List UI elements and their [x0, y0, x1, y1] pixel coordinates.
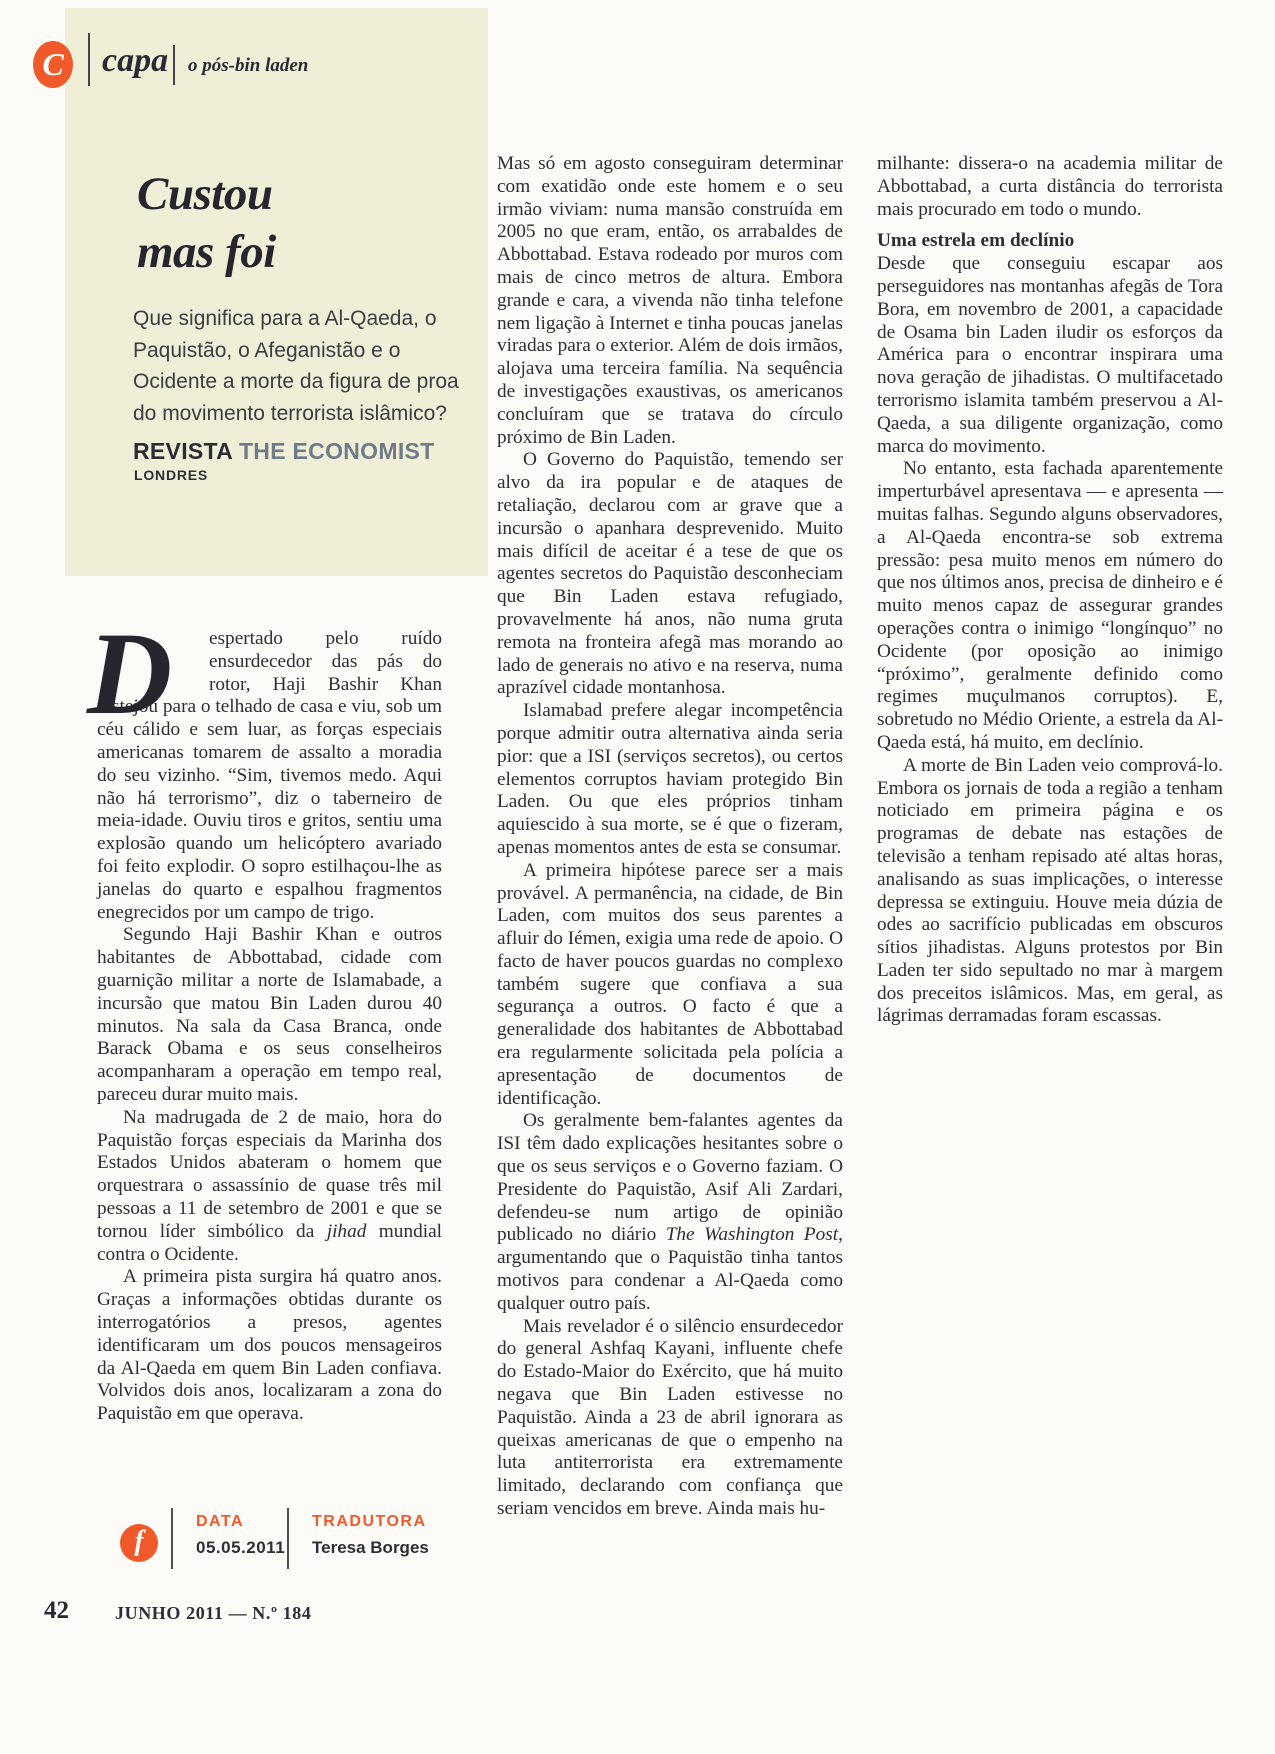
paragraph: O Governo do Paquistão, temendo ser alvo da ira popular e de ataques de retaliação, declarou com ar grave que a incursão o apanhara desprevenido. Muito mais difícil de aceitar é a tese de que os agentes secretos do Paquistão desconheciam que Bin Laden estava refugiado, provavelmente há anos, não numa gruta remota na fronteira afegã mas morando ao lado de generais no ativo e na reserva, numa aprazível cidade montanhosa.	[497, 449, 843, 699]
translator-value: Teresa Borges	[312, 1538, 429, 1557]
info-divider	[171, 1508, 173, 1569]
date-label: DATA	[196, 1513, 245, 1530]
paragraph: Na madrugada de 2 de maio, hora do Paquistão forças especiais da Marinha dos Estados Unidos abateram o homem que orquestrara o assassínio de quase três mil pessoas a 11 de setembro de 2001 e que se tornou líder simbólico da jihad mundial contra o Ocidente.	[97, 1106, 442, 1265]
paragraph: Islamabad prefere alegar incompetência porque admitir outra alternativa ainda seria pior: que a ISI (serviços secretos), ou certos elementos corruptos haviam protegido Bin Laden. Ou que eles próprios tinham aquiescido à sua morte, se é que o fizeram, apenas momentos antes de esta se consumar.	[497, 700, 843, 858]
source-credit	[133, 438, 435, 464]
info-divider	[287, 1508, 289, 1569]
magazine-logo-f-icon: f	[120, 1524, 158, 1562]
paragraph: A primeira hipótese parece ser a mais provável. A permanência, na cidade, de Bin Laden, com muitos dos seus parentes a afluir do Iémen, exigia uma rede de apoio. O facto de haver poucos guardas no complexo também sugere que confiava a sua segurança a outros. O facto é que a generalidade dos habitantes de Abbottabad era regularmente solicitada pela polícia a apresentação de documentos de identificação.	[497, 859, 843, 1109]
article-column-1	[87, 608, 442, 1426]
cream-background-panel	[65, 8, 488, 576]
paragraph: D espertado pelo ruído ensurdecedor das pás do rotor, Haji Bashir Khan rastejou para o telhado de casa e viu, sob um céu cálido e sem luar, as forças especiais americanas tomarem de assalto a moradia do seu vizinho. “Sim, tivemos medo. Aqui não há terrorismo”, diz o taberneiro de meia-idade. Ouviu tiros e gritos, sentiu uma explosão quando um helicóptero avariado foi feito explodir. O sopro estilhaçou-lhe as janelas do quarto e espalhou fragmentos enegrecidos por um campo de trigo.	[87, 608, 442, 923]
paragraph: Segundo Haji Bashir Khan e outros habitantes de Abbottabad, cidade com guarnição militar a norte de Islamabade, a incursão que matou Bin Laden durou 40 minutos. Na sala da Casa Branca, onde Barack Obama e os seus conselheiros acompanharam a operação em tempo real, pareceu durar muito mais.	[97, 924, 442, 1105]
date-value: 05.05.2011	[196, 1538, 286, 1557]
credit-label: REVISTA	[133, 438, 233, 464]
subheading: Uma estrela em declínio	[877, 230, 1075, 252]
topic-kicker: o pós-bin laden	[188, 55, 309, 76]
section-kicker: capa	[102, 42, 169, 79]
article-title	[137, 165, 276, 281]
header-divider	[173, 45, 175, 85]
standfirst: Que significa para a Al-Qaeda, o Paquistão, o Afeganistão e o Ocidente a morte da figura de proa do movimento terrorista islâmico?	[133, 307, 459, 425]
header-divider	[88, 33, 90, 86]
paragraph: A primeira pista surgira há quatro anos. Graças a informações obtidas durante os interrogatórios a presos, agentes identificaram um dos poucos mensageiros da Al-Qaeda em quem Bin Laden confiava. Volvidos dois anos, localizaram a zona do Paquistão em que operava.	[97, 1266, 442, 1425]
article-title-line1: Custou	[137, 168, 273, 220]
credit-source: THE ECONOMIST	[238, 438, 435, 464]
paragraph: No entanto, esta fachada aparentemente imperturbável apresentava — e apresenta — muitas falhas. Segundo alguns observadores, a Al-Qaeda encontra-se sob extrema pressão: pesa muito menos em número do que nos últimos anos, precisa de dinheiro e é muito menos capaz de assegurar grandes operações contra o inimigo “longínquo” no Ocidente (por oposição ao inimigo “próximo”, geralmente definido como regimes muçulmanos corruptos). E, sobretudo no Médio Oriente, a estrela da Al-Qaeda está, há muito, em declínio.	[877, 458, 1223, 753]
drop-cap: D	[87, 608, 173, 739]
credit-city: LONDRES	[134, 467, 209, 483]
article-column-2	[497, 153, 843, 1521]
paragraph: Mais revelador é o silêncio ensurdecedor do general Ashfaq Kayani, influente chefe do Estado-Maior do Exército, que há muito negava que Bin Laden estivesse no Paquistão. Ainda a 23 de abril ignorara as queixas americanas de que o empenho na luta antiterrorista era extremamente limitado, declarando com confiança que seriam vencidos em breve. Ainda mais hu-	[497, 1315, 843, 1520]
paragraph: milhante: dissera-o na academia militar de Abbottabad, a curta distância do terrorista mais procurado em todo o mundo.	[877, 153, 1223, 220]
paragraph: Mas só em agosto conseguiram determinar com exatidão onde este homem e o seu irmão viviam: numa mansão construída em 2005 no que eram, então, os arrabaldes de Abbottabad. Estava rodeado por muros com mais de cinco metros de altura. Embora grande e cara, a vivenda não tinha telefone nem ligação à Internet e tinha poucas janelas viradas para o exterior. Além de dois irmãos, alojava uma terceira família. Na sequência de investigações exaustivas, os americanos concluíram que se tratava do círculo próximo de Bin Laden.	[497, 153, 843, 448]
paragraph: A morte de Bin Laden veio comprová-lo. Embora os jornais de toda a região a tenham noticiado em primeira página e os programas de debate nas estações de televisão a tenham repisado até altas horas, analisando as suas implicações, o interesse depressa se extinguiu. Houve meia dúzia de odes ao sacrifício publicadas em obscuros sítios jihadistas. Alguns protestos por Bin Laden ter sido sepultado no mar à margem dos preceitos islâmicos. Mas, em geral, as lágrimas derramadas foram escassas.	[877, 754, 1223, 1027]
translator-label: TRADUTORA	[312, 1513, 427, 1530]
article-title-line2: mas foi	[137, 226, 276, 278]
page-number: 42	[44, 1597, 69, 1624]
issue-info: JUNHO 2011 — N.º 184	[115, 1603, 312, 1623]
section-logo-c-icon: C	[33, 41, 73, 88]
paragraph: Desde que conseguiu escapar aos perseguidores nas montanhas afegãs de Tora Bora, em novembro de 2001, a capacidade de Osama bin Laden iludir os esforços da América para o encontrar inspirara uma nova geração de jihadistas. O multifacetado terrorismo islamita também preservou a Al-Qaeda, a sua diligente organização, como marca do movimento.	[877, 253, 1223, 457]
article-column-3	[877, 153, 1223, 1028]
paragraph: Os geralmente bem-falantes agentes da ISI têm dado explicações hesitantes sobre o que os seus serviços e o Governo faziam. O Presidente do Paquistão, Asif Ali Zardari, defendeu-se num artigo de opinião publicado no diário The Washington Post, argumentando que o Paquistão tinha tantos motivos para condenar a Al-Qaeda como qualquer outro país.	[497, 1110, 843, 1314]
